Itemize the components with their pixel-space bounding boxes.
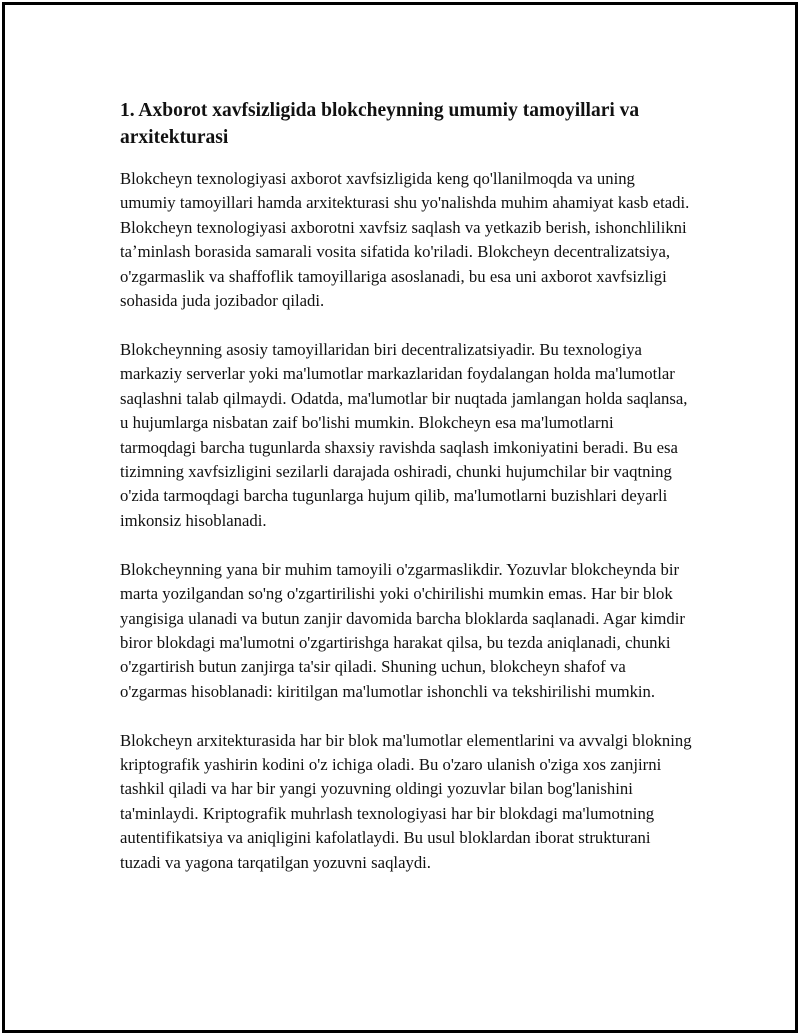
paragraph-2: Blokcheynning asosiy tamoyillaridan biri decentralizatsiyadir. Bu texnologiya markaziy serverlar yoki ma'lumotlar markazlaridan foydalangan holda ma'lumotlar saqlashni talab qilmaydi. Odatda, ma'lumotlar bir nuqtada jamlangan holda saqlansa, u hujumlarga nisbatan zaif bo'lishi mumkin. Blokcheyn esa ma'lumotlarni tarmoqdagi barcha tugunlarda shaxsiy ravishda saqlash imkoniyatini beradi. Bu esa tizimning xavfsizligini sezilarli darajada oshiradi, chunki hujumchilar bir vaqtning o'zida tarmoqdagi barcha tugunlarga hujum qilib, ma'lumotlarni buzishlari deyarli imkonsiz hisoblanadi.	[120, 339, 688, 530]
paragraph-3: Blokcheynning yana bir muhim tamoyili o'zgarmaslikdir. Yozuvlar blokcheynda bir marta yozilgandan so'ng o'zgartirilishi yoki o'chirilishi mumkin emas. Har bir blok yangisiga ulanadi va butun zanjir davomida barcha bloklarda saqlanadi. Agar kimdir biror blokdagi ma'lumotni o'zgartirishga harakat qilsa, bu tezda aniqlanadi, chunki o'zgartirish butun zanjirga ta'sir qiladi. Shuning uchun, blokcheyn shafof va o'zgarmas hisoblanadi: kiritilgan ma'lumotlar ishonchli va tekshirilishi mumkin.	[120, 559, 685, 701]
paragraph-4: Blokcheyn arxitekturasida har bir blok ma'lumotlar elementlarini va avvalgi blokning kriptografik yashirin kodini o'z ichiga oladi. Bu o'zaro ulanish o'ziga xos zanjirni tashkil qiladi va har bir yangi yozuvning oldingi yozuvlar bilan bog'lanishini ta'minlaydi. Kriptografik muhrlash texnologiyasi har bir blokdagi ma'lumotning autentifikatsiya va aniqligini kafolatlaydi. Bu usul bloklardan iborat strukturani tuzadi va yagona tarqatilgan yozuvni saqlaydi.	[120, 730, 692, 872]
section-heading: 1. Axborot xavfsizligida blokcheynning umumiy tamoyillari va arxitekturasi	[120, 100, 640, 148]
paragraph-1: Blokcheyn texnologiyasi axborot xavfsizligida keng qo'llanilmoqda va uning umumiy tamoyillari hamda arxitekturasi shu yo'nalishda muhim ahamiyat kasb etadi. Blokcheyn texnologiyasi axborotni xavfsiz saqlash va yetkazib berish, ishonchlilikni taʼminlash borasida samarali vosita sifatida ko'riladi. Blokcheyn decentralizatsiya, o'zgarmaslik va shaffoflik tamoyillariga asoslanadi, bu esa uni axborot xavfsizligi sohasida juda jozibador qiladi.	[120, 169, 690, 311]
document-body	[120, 97, 692, 875]
page-frame	[2, 2, 798, 1033]
